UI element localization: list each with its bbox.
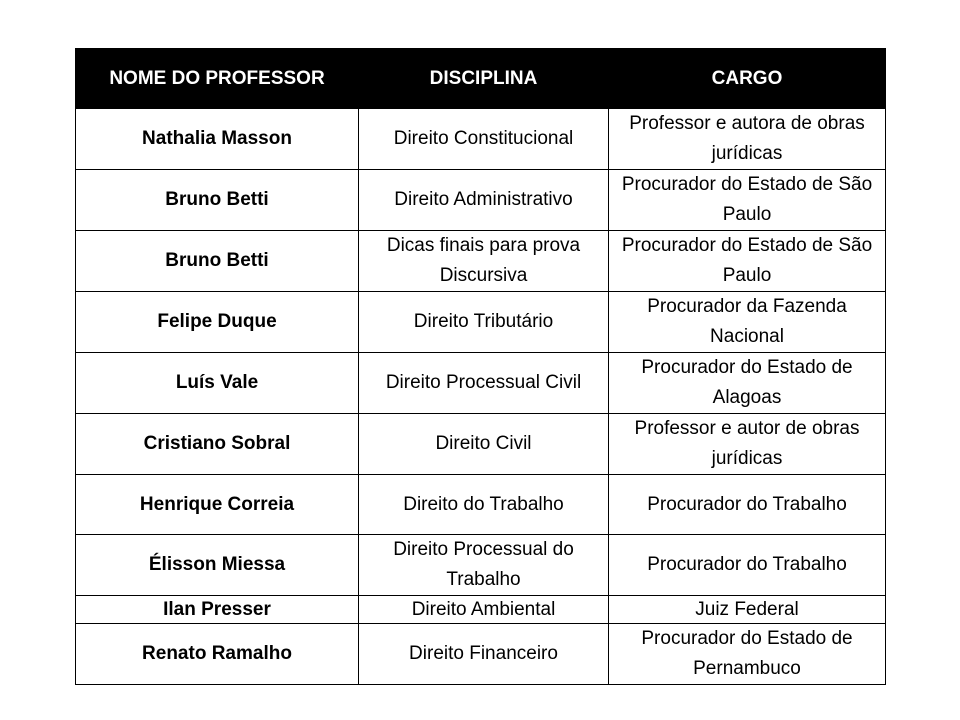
table-row: [76, 596, 886, 624]
professor-name-cell: Renato Ramalho: [76, 624, 359, 685]
role-cell: Procurador do Estado de São Paulo: [609, 231, 886, 292]
role-cell: Procurador do Trabalho: [609, 535, 886, 596]
table-row: [76, 292, 886, 353]
role-cell: Procurador do Estado de São Paulo: [609, 170, 886, 231]
professors-table: [75, 48, 886, 685]
table-row: [76, 624, 886, 685]
discipline-cell: Direito Financeiro: [359, 624, 609, 685]
role-cell: Professor e autor de obras jurídicas: [609, 414, 886, 475]
discipline-cell: Direito Administrativo: [359, 170, 609, 231]
table-header-row: [76, 49, 886, 109]
discipline-cell: Direito Ambiental: [359, 596, 609, 624]
table-row: [76, 109, 886, 170]
table-row: [76, 231, 886, 292]
professor-name-cell: Henrique Correia: [76, 475, 359, 535]
discipline-cell: Direito do Trabalho: [359, 475, 609, 535]
professor-name-cell: Luís Vale: [76, 353, 359, 414]
discipline-cell: Direito Processual do Trabalho: [359, 535, 609, 596]
table-row: [76, 475, 886, 535]
professor-name-cell: Élisson Miessa: [76, 535, 359, 596]
table-row: [76, 535, 886, 596]
professor-name-cell: Bruno Betti: [76, 170, 359, 231]
professor-name-cell: Ilan Presser: [76, 596, 359, 624]
discipline-cell: Direito Tributário: [359, 292, 609, 353]
discipline-cell: Direito Constitucional: [359, 109, 609, 170]
table-row: [76, 414, 886, 475]
role-cell: Procurador do Estado de Alagoas: [609, 353, 886, 414]
header-role: CARGO: [609, 49, 886, 109]
professor-name-cell: Felipe Duque: [76, 292, 359, 353]
role-cell: Procurador do Estado de Pernambuco: [609, 624, 886, 685]
header-professor-name: NOME DO PROFESSOR: [76, 49, 359, 109]
discipline-cell: Direito Processual Civil: [359, 353, 609, 414]
table-row: [76, 353, 886, 414]
table-row: [76, 170, 886, 231]
role-cell: Professor e autora de obras jurídicas: [609, 109, 886, 170]
discipline-cell: Direito Civil: [359, 414, 609, 475]
professor-name-cell: Cristiano Sobral: [76, 414, 359, 475]
role-cell: Procurador do Trabalho: [609, 475, 886, 535]
header-discipline: DISCIPLINA: [359, 49, 609, 109]
discipline-cell: Dicas finais para prova Discursiva: [359, 231, 609, 292]
professor-name-cell: Bruno Betti: [76, 231, 359, 292]
role-cell: Procurador da Fazenda Nacional: [609, 292, 886, 353]
professor-name-cell: Nathalia Masson: [76, 109, 359, 170]
role-cell: Juiz Federal: [609, 596, 886, 624]
